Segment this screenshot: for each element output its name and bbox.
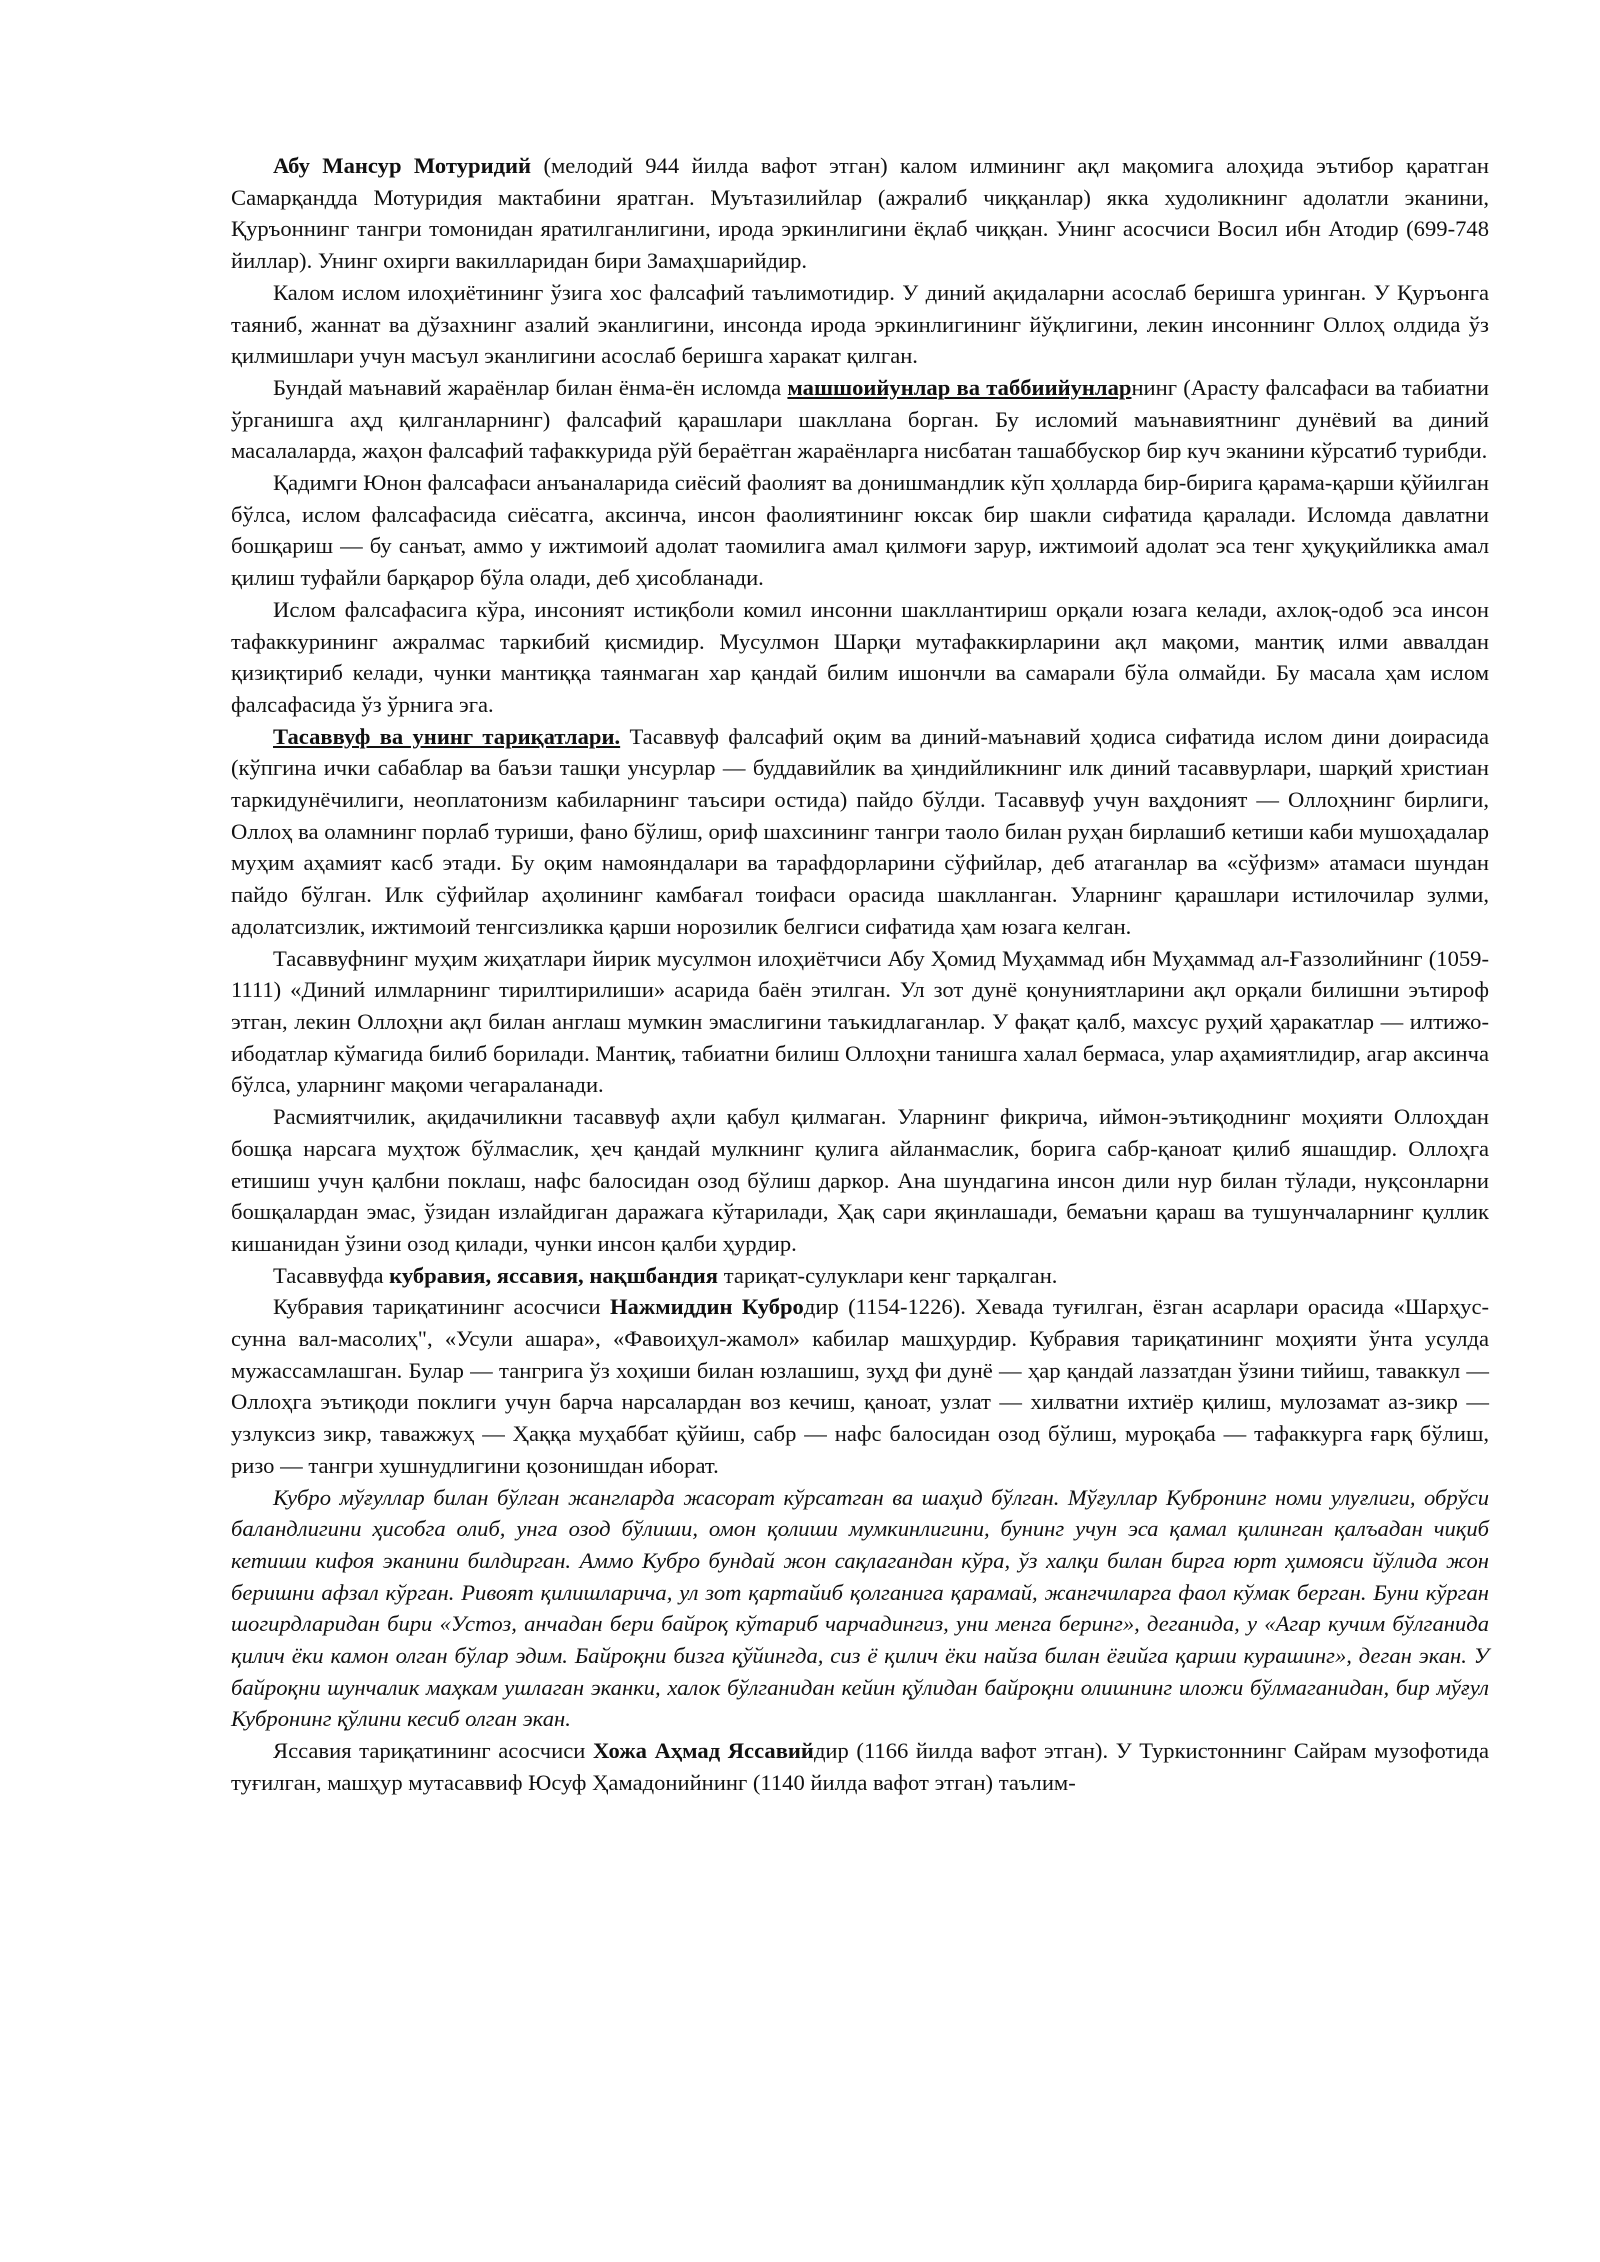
underlined-heading: машшоийунлар ва таббиийунлар	[787, 374, 1132, 400]
bold-term: Хожа Аҳмад Яссавий	[592, 1738, 814, 1764]
paragraph	[231, 372, 1489, 467]
text-run: тариқат-сулуклари кенг тарқалган.	[718, 1262, 1058, 1288]
bold-term: кубравия, яссавия, нақшбандия	[389, 1262, 719, 1288]
paragraph	[231, 1291, 1489, 1481]
paragraph	[231, 1482, 1489, 1736]
paragraph	[231, 943, 1489, 1102]
paragraph	[231, 467, 1489, 594]
paragraph	[231, 150, 1489, 277]
text-run: нинг (Арасту фалсафаси ва табиатни ўрганишга аҳд қилганларнинг) фалсафий қарашлари шакллана борган. Бу исломий маънавиятнинг дунёвий ва диний масалаларда, жаҳон фалсафий тафаккурида рўй бераётган жараёнларга нисбатан ташаббускор бир куч эканини кўрсатиб турибди.	[231, 374, 1489, 464]
paragraph	[231, 594, 1489, 721]
text-run: (мелодий 944 йилда вафот этган) калом илмининг ақл мақомига алоҳида эътибор қаратган Самарқандда Мотуридия мактабини яратган. Муътазилийлар (ажралиб чиққанлар) якка худоликнинг адолатли эканини, Қуръоннинг тангри томонидан яратилганлигини, ирода эркинлигини ёқлаб чиққан. Унинг асосчиси Восил ибн Атодир (699-748 йиллар). Унинг охирги вакилларидан бири Замаҳшарийдир.	[231, 153, 1489, 274]
paragraph	[231, 721, 1489, 943]
text-run: Ислом фалсафасига кўра, инсоният истиқболи комил инсонни шакллантириш орқали юзага келади, ахлоқ-одоб эса инсон тафаккурининг ажралмас таркибий қисмидир. Мусулмон Шарқи мутафаккирларини ақл мақоми, мантиқ илми аввалдан қизиқтириб келади, чунки мантиққа таянмаган хар қандай билим ишончли ва самарали бўла олмайди. Бу масала ҳам ислом фалсафасида ўз ўрнига эга.	[231, 596, 1489, 717]
text-run: Расмиятчилик, ақидачиликни тасаввуф аҳли қабул қилмаган. Уларнинг фикрича, иймон-эътиқоднинг моҳияти Оллоҳдан бошқа нарсага муҳтож бўлмаслик, ҳеч қандай мулкнинг қулига айланмаслик, борига сабр-қаноат қилиб яшашдир. Оллоҳга етишиш учун қалбни поклаш, нафс балосидан озод бўлиш даркор. Ана шундагина инсон дили нур билан тўлади, нуқсонларни бошқалардан эмас, ўзидан излайдиган даражага кўтарилади, Ҳақ сари яқинлашади, бемаъни қараш ва тушунчаларнинг қуллик кишанидан ўзини озод қилади, чунки инсон қалби ҳурдир.	[231, 1104, 1489, 1256]
text-run: Тасаввуф фалсафий оқим ва диний-маънавий ҳодиса сифатида ислом дини доирасида (кўпгина ички сабаблар ва баъзи ташқи унсурлар — буддавийлик ва ҳиндийликнинг илк диний тасаввурлари, шарқий христиан таркидунёчилиги, неоплатонизм кабиларнинг таъсири остида) пайдо бўлди. Тасаввуф учун ваҳдоният — Оллоҳнинг бирлиги, Оллоҳ ва оламнинг порлаб туриши, фано бўлиш, ориф шахсининг тангри таоло билан руҳан бирлашиб кетиши каби мушоҳадалар муҳим аҳамият касб этади. Бу оқим намояндалари ва тарафдорларини сўфийлар, деб атаганлар ва «сўфизм» атамаси шундан пайдо бўлган. Илк сўфийлар аҳолининг камбағал тоифаси орасида шаклланган. Уларнинг қарашлари истилочилар зулми, адолатсизлик, ижтимоий тенгсизликка қарши норозилик белгиси сифатида ҳам юзага келган.	[231, 723, 1489, 939]
paragraph	[231, 1735, 1489, 1798]
text-run: Бундай маънавий жараёнлар билан ёнма-ён исломда	[273, 374, 788, 400]
text-run: Тасаввуфда	[273, 1262, 390, 1288]
text-run: Кубравия тариқатининг асосчиси	[273, 1294, 610, 1320]
document-body	[231, 150, 1489, 1799]
text-run: Тасаввуфнинг муҳим жиҳатлари йирик мусулмон илоҳиётчиси Абу Ҳомид Муҳаммад ибн Муҳаммад ал-Ғаззолийнинг (1059-1111) «Диний илмларнинг тирилтирилиши» асарида баён этилган. Ул зот дунё қонуниятларини ақл орқали билишни эътироф этган, лекин Оллоҳни ақл билан англаш мумкин эмаслигини таъкидлаганлар. У фақат қалб, махсус руҳий ҳаракатлар — илтижо-ибодатлар кўмагида билиб борилади. Мантиқ, табиатни билиш Оллоҳни танишга халал бермаса, улар аҳамиятлидир, агар аксинча бўлса, уларнинг мақоми чегараланади.	[231, 945, 1489, 1098]
text-run: Кубро мўғуллар билан бўлган жангларда жасорат кўрсатган ва шаҳид бўлган. Мўғуллар Кубронинг номи улуғлиги, обрўси баландлигини ҳисобга олиб, унга озод бўлиши, омон қолиши мумкинлигини, бунинг учун эса қамал қилинган қалъадан чиқиб кетиши кифоя эканини билдирган. Аммо Кубро бундай жон сақлагандан кўра, ўз халқи билан бирга юрт ҳимояси йўлида жон беришни афзал кўрган. Ривоят қилишларича, ул зот қартайиб қолганига қарамай, жангчиларга фаол кўмак берган. Буни кўрган шогирдларидан бири «Устоз, анчадан бери байроқ кўтариб чарчадингиз, уни менга беринг», деганида, у «Агар кучим бўлганида қилич ёки камон олган бўлар эдим. Байроқни бизга қўйингда, сиз ё қилич ёки найза билан ёғийга қарши курашинг», деган экан. У байроқни шунчалик маҳкам ушлаган эканки, халок бўлганидан кейин қўлидан байроқни олишнинг иложи бўлмаганидан, бир мўғул Кубронинг қўлини кесиб олган экан.	[231, 1484, 1489, 1732]
text-run: Қадимги Юнон фалсафаси анъаналарида сиёсий фаолият ва донишмандлик кўп ҳолларда бир-бирига қарама-қарши қўйилган бўлса, ислом фалсафасида сиёсатга, аксинча, инсон фаолиятининг юксак бир шакли сифатида қаралади. Исломда давлатни бошқариш — бу санъат, аммо у ижтимоий адолат таомилига амал қилмоғи зарур, ижтимоий адолат эса тенг ҳуқуқийликка амал қилиш туфайли барқарор бўла олади, деб ҳисобланади.	[231, 470, 1489, 591]
underlined-heading: Тасаввуф ва унинг тариқатлари.	[273, 723, 621, 749]
text-run: дир (1166 йилда вафот этган). У Туркистоннинг Сайрам музофотида туғилган, машҳур мутасаввиф Юсуф Ҳамадонийнинг (1140 йилда вафот этган) таълим-	[231, 1738, 1489, 1795]
bold-term: Абу Мансур Мотуридий	[273, 153, 532, 178]
bold-term: Нажмиддин Кубро	[609, 1294, 804, 1320]
text-run: Яссавия тариқатининг асосчиси	[273, 1738, 593, 1764]
paragraph	[231, 277, 1489, 372]
text-run: дир (1154-1226). Хевада туғилган, ёзган асарлари орасида «Шарҳус-сунна вал-масолиҳ", «Усули ашара», «Фавоиҳул-жамол» кабилар машҳурдир. Кубравия тариқатининг моҳияти ўнта усулда мужассамлашган. Булар — тангрига ўз хоҳиши билан юзлашиш, зуҳд фи дунё — ҳар қандай лаззатдан ўзини тийиш, таваккул — Оллоҳга эътиқоди поклиги учун барча нарсалардан воз кечиш, қаноат, узлат — хилватни ихтиёр қилиш, мулозамат аз-зикр — узлуксиз зикр, таважжуҳ — Ҳаққа муҳаббат қўйиш, сабр — нафс балосидан озод бўлиш, муроқаба — тафаккурга ғарқ бўлиш, ризо — тангри хушнудлигини қозонишдан иборат.	[231, 1294, 1490, 1478]
paragraph	[231, 1260, 1489, 1292]
paragraph	[231, 1101, 1489, 1260]
text-run: Калом ислом илоҳиётининг ўзига хос фалсафий таълимотидир. У диний ақидаларни асослаб беришга уринган. У Қуръонга таяниб, жаннат ва дўзахнинг азалий эканлигини, инсонда ирода эркинлигининг йўқлигини, лекин инсоннинг Оллоҳ олдида ўз қилмишлари учун масъул эканлигини асослаб беришга харакат қилган.	[231, 279, 1489, 369]
